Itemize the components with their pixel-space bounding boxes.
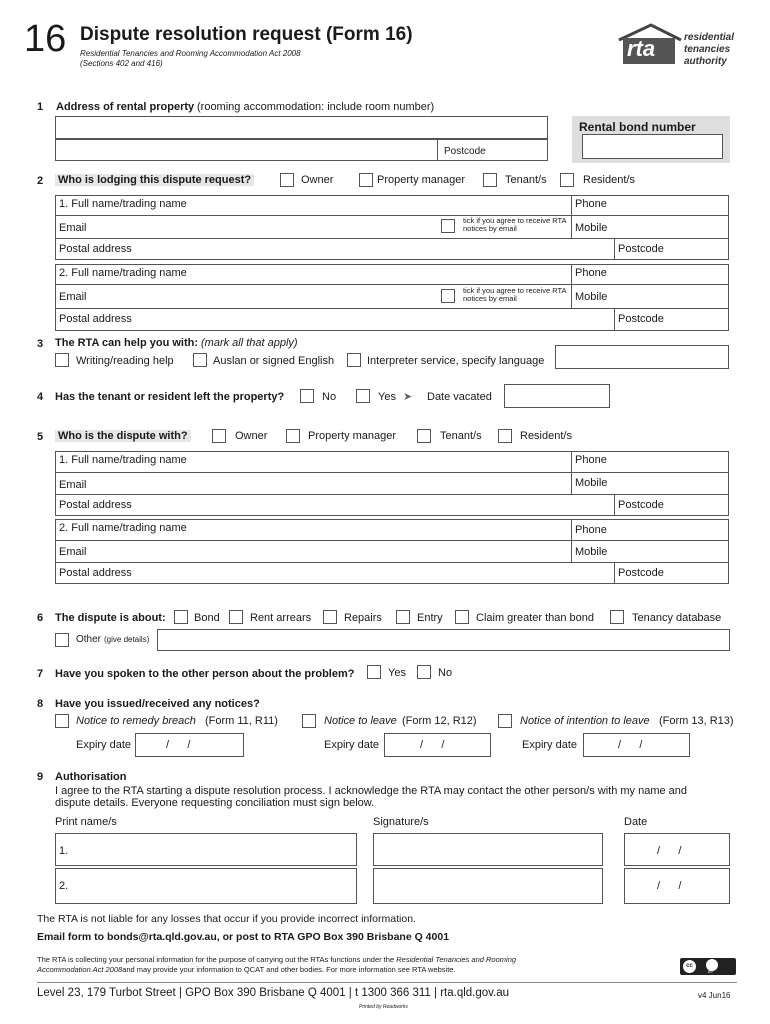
date-1-slashes: / /	[657, 845, 682, 857]
tenancy-database-label: Tenancy database	[632, 612, 722, 624]
q2-p2-email-notice-checkbox[interactable]	[441, 289, 455, 303]
q2-p1-postal-label: Postal address	[59, 243, 132, 255]
q2-p1-email-notice-checkbox[interactable]	[441, 219, 455, 233]
by-label: BY	[708, 969, 714, 974]
q5-p2-phone-field[interactable]	[571, 519, 729, 541]
q5-p1-email-label: Email	[59, 479, 87, 491]
privacy-act-name: Residential Tenancies and Rooming	[396, 955, 517, 964]
q2-p1-postcode-field[interactable]	[614, 238, 729, 260]
entry-label: Entry	[417, 612, 443, 624]
q5-owner-label: Owner	[235, 430, 268, 442]
q2-p1-postcode-label: Postcode	[618, 243, 664, 255]
bond-number-field[interactable]	[582, 134, 723, 159]
q5-p1-email-field[interactable]	[55, 472, 572, 495]
q2-p2-postcode-label: Postcode	[618, 313, 664, 325]
signature-1-field[interactable]	[373, 833, 603, 866]
q2-p1-email-label: Email	[59, 222, 87, 234]
q3-number: 3	[37, 338, 44, 350]
printer-credit: Printed by Readworks	[359, 1004, 408, 1010]
entry-checkbox[interactable]	[396, 610, 410, 624]
arrow-icon: ➤	[403, 391, 413, 403]
q9-number: 9	[37, 771, 44, 783]
writing-help-checkbox[interactable]	[55, 353, 69, 367]
q7-no-checkbox[interactable]	[417, 665, 431, 679]
q2-p1-name-field[interactable]	[55, 195, 572, 216]
notice-remedy-label: Notice to remedy breach	[76, 715, 196, 727]
q7-number: 7	[37, 668, 44, 680]
notice-leave-label: Notice to leave	[324, 715, 397, 727]
q2-p2-phone-field[interactable]	[571, 264, 729, 285]
q6-label: The dispute is about:	[55, 612, 166, 624]
bond-checkbox[interactable]	[174, 610, 188, 624]
cc-icon: cc	[683, 960, 696, 973]
postcode-divider	[437, 139, 438, 161]
q5-p2-postcode-field[interactable]	[614, 562, 729, 584]
q2-p1-mobile-label: Mobile	[575, 222, 608, 234]
date-2-slashes: / /	[657, 880, 682, 892]
q4-label: Has the tenant or resident left the property?	[55, 391, 285, 403]
q2-p2-mobile-label: Mobile	[575, 291, 608, 303]
print-names-label: Print name/s	[55, 816, 117, 828]
privacy-line-2	[37, 965, 456, 974]
q5-residents-label: Resident/s	[520, 430, 572, 442]
q5-p2-name-label: 2. Full name/trading name	[59, 522, 187, 534]
q4-no-checkbox[interactable]	[300, 389, 314, 403]
print-name-2-number: 2.	[59, 880, 69, 892]
q5-p1-name-field[interactable]	[55, 451, 572, 473]
q5-p2-email-label: Email	[59, 546, 87, 558]
notice-intention-label: Notice of intention to leave	[520, 715, 650, 727]
logo-name-2: tenancies	[684, 44, 731, 55]
q8-number: 8	[37, 698, 44, 710]
q2-p2-postal-label: Postal address	[59, 313, 132, 325]
expiry-3-label: Expiry date	[522, 739, 578, 751]
q2-label: Who is lodging this dispute request?	[55, 174, 254, 186]
q5-p2-postcode-label: Postcode	[618, 567, 664, 579]
submit-instructions: Email form to bonds@rta.qld.gov.au, or post to RTA GPO Box 390 Brisbane Q 4001	[37, 931, 450, 943]
q2-property-manager-checkbox[interactable]	[359, 173, 373, 187]
interpreter-language-field[interactable]	[555, 345, 729, 369]
q3-label: The RTA can help you with:	[55, 337, 198, 349]
q5-p1-postal-field[interactable]	[55, 494, 615, 516]
signatures-label: Signature/s	[373, 816, 429, 828]
q2-p1-postal-field[interactable]	[55, 238, 615, 260]
q9-label: Authorisation	[55, 771, 127, 783]
q1-postcode-label: Postcode	[444, 146, 486, 157]
q2-tenants-checkbox[interactable]	[483, 173, 497, 187]
page-title: Dispute resolution request (Form 16)	[80, 24, 413, 45]
liability-note: The RTA is not liable for any losses that occur if you provide incorrect information.	[37, 913, 416, 925]
q5-p1-mobile-label: Mobile	[575, 477, 608, 489]
q5-p2-email-field[interactable]	[55, 540, 572, 563]
expiry-2-label: Expiry date	[324, 739, 380, 751]
q2-owner-label: Owner	[301, 174, 334, 186]
act-subtitle: Residential Tenancies and Rooming Accommodation Act 2008	[80, 49, 301, 58]
q7-no-label: No	[438, 667, 453, 679]
q5-p1-phone-label: Phone	[575, 454, 607, 466]
expiry-2-slashes: / /	[420, 739, 445, 751]
version-label: v4 Jun16	[698, 991, 731, 1000]
q5-tenants-checkbox[interactable]	[417, 429, 431, 443]
print-name-1-number: 1.	[59, 845, 69, 857]
q5-residents-checkbox[interactable]	[498, 429, 512, 443]
other-checkbox[interactable]	[55, 633, 69, 647]
q2-p1-name-label: 1. Full name/trading name	[59, 198, 187, 210]
rta-logo	[617, 22, 737, 72]
notice-leave-form: (Form 12, R12)	[402, 715, 477, 727]
tenancy-database-checkbox[interactable]	[610, 610, 624, 624]
q5-p2-phone-label: Phone	[575, 524, 607, 536]
q2-residents-label: Resident/s	[583, 174, 635, 186]
interpreter-label: Interpreter service, specify language	[367, 355, 545, 367]
q5-p2-postal-label: Postal address	[59, 567, 132, 579]
other-label: Other	[76, 634, 102, 645]
logo-mark: rta	[627, 36, 656, 61]
q4-yes-label: Yes	[378, 391, 396, 403]
q2-p2-postcode-field[interactable]	[614, 308, 729, 331]
q2-p1-mobile-field[interactable]	[571, 215, 729, 239]
notice-intention-checkbox[interactable]	[498, 714, 512, 728]
contact-address: Level 23, 179 Turbot Street | GPO Box 390 Brisbane Q 4001 | t 1300 366 311 | rta.qld.gov.au	[37, 987, 510, 999]
q8-label: Have you issued/received any notices?	[55, 698, 260, 710]
q5-p2-mobile-label: Mobile	[575, 546, 608, 558]
q5-p1-mobile-field[interactable]	[571, 472, 729, 495]
q5-p1-postal-label: Postal address	[59, 499, 132, 511]
repairs-label: Repairs	[344, 612, 382, 624]
notice-leave-checkbox[interactable]	[302, 714, 316, 728]
q1-label: Address of rental property	[56, 101, 195, 113]
q2-p2-phone-label: Phone	[575, 267, 607, 279]
q7-yes-label: Yes	[388, 667, 406, 679]
q5-p2-mobile-field[interactable]	[571, 540, 729, 563]
q2-number: 2	[37, 175, 44, 187]
q4-no-label: No	[322, 391, 337, 403]
q5-p2-postal-field[interactable]	[55, 562, 615, 584]
date-vacated-field[interactable]	[504, 384, 610, 408]
authorisation-text-2: dispute details. Everyone requesting conciliation must sign below.	[55, 797, 375, 809]
notice-remedy-checkbox[interactable]	[55, 714, 69, 728]
q5-p1-postcode-field[interactable]	[614, 494, 729, 516]
q7-yes-checkbox[interactable]	[367, 665, 381, 679]
q5-tenants-label: Tenant/s	[440, 430, 482, 442]
claim-greater-checkbox[interactable]	[455, 610, 469, 624]
auslan-label: Auslan or signed English	[213, 355, 335, 367]
q2-p1-phone-label: Phone	[575, 198, 607, 210]
q3-hint: (mark all that apply)	[201, 337, 298, 349]
notice-intention-form: (Form 13, R13)	[659, 715, 734, 727]
print-name-2-field[interactable]	[55, 868, 357, 904]
authorisation-text-1: I agree to the RTA starting a dispute resolution process. I acknowledge the RTA may contact the other person/s with my name and	[55, 785, 688, 797]
q2-tenants-label: Tenant/s	[505, 174, 547, 186]
q1-number: 1	[37, 101, 44, 113]
bond-label: Bond	[194, 612, 220, 624]
expiry-3-slashes: / /	[618, 739, 643, 751]
q2-p1-phone-field[interactable]	[571, 195, 729, 216]
q2-property-manager-label: Property manager	[377, 174, 466, 186]
privacy-line-2-text: and may provide your information to QCAT and other bodies. For more information see RTA website.	[122, 965, 456, 974]
address-line-1-field[interactable]	[55, 116, 548, 139]
writing-help-label: Writing/reading help	[76, 355, 174, 367]
q5-p2-name-field[interactable]	[55, 519, 572, 541]
q5-number: 5	[37, 431, 44, 443]
q6-number: 6	[37, 612, 44, 624]
other-hint: (give details)	[104, 635, 150, 644]
repairs-checkbox[interactable]	[323, 610, 337, 624]
q4-yes-checkbox[interactable]	[356, 389, 370, 403]
footer-rule	[37, 982, 737, 983]
q5-property-manager-checkbox[interactable]	[286, 429, 300, 443]
sections-subtitle: (Sections 402 and 416)	[80, 59, 163, 68]
logo-name-1: residential	[684, 32, 735, 43]
privacy-line-1	[37, 955, 516, 964]
q5-property-manager-label: Property manager	[308, 430, 397, 442]
expiry-1-slashes: / /	[166, 739, 191, 751]
rent-arrears-checkbox[interactable]	[229, 610, 243, 624]
q2-p2-email-label: Email	[59, 291, 87, 303]
claim-greater-label: Claim greater than bond	[476, 612, 595, 624]
q5-label: Who is the dispute with?	[55, 430, 191, 442]
q2-p2-tick-text: tick if you agree to receive RTA notices by email	[463, 286, 567, 303]
q2-p1-tick-text: tick if you agree to receive RTA notices by email	[463, 216, 567, 233]
q5-p1-postcode-label: Postcode	[618, 499, 664, 511]
bond-number-label: Rental bond number	[579, 120, 696, 134]
q1-hint: (rooming accommodation: include room number)	[197, 101, 435, 113]
auslan-checkbox[interactable]	[193, 353, 207, 367]
rent-arrears-label: Rent arrears	[250, 612, 312, 624]
signature-2-field[interactable]	[373, 868, 603, 904]
q4-number: 4	[37, 391, 44, 403]
q5-owner-checkbox[interactable]	[212, 429, 226, 443]
q2-p2-mobile-field[interactable]	[571, 284, 729, 309]
privacy-line-1-text: The RTA is collecting your personal information for the purpose of carrying out the RTAs functions under the	[37, 955, 395, 964]
date-vacated-label: Date vacated	[427, 391, 492, 403]
privacy-act-year: Accommodation Act 2008	[37, 965, 123, 974]
logo-name-3: authority	[684, 56, 727, 67]
q2-residents-checkbox[interactable]	[560, 173, 574, 187]
expiry-1-label: Expiry date	[76, 739, 132, 751]
date-label: Date	[624, 816, 648, 828]
interpreter-checkbox[interactable]	[347, 353, 361, 367]
q5-p1-phone-field[interactable]	[571, 451, 729, 473]
q5-p1-name-label: 1. Full name/trading name	[59, 454, 187, 466]
notice-remedy-form: (Form 11, R11)	[205, 715, 278, 727]
q2-p2-postal-field[interactable]	[55, 308, 615, 331]
q2-p2-name-label: 2. Full name/trading name	[59, 267, 187, 279]
print-name-1-field[interactable]	[55, 833, 357, 866]
q7-label: Have you spoken to the other person about the problem?	[55, 668, 355, 680]
other-details-field[interactable]	[157, 629, 730, 651]
q2-p2-name-field[interactable]	[55, 264, 572, 285]
creative-commons-badge	[680, 958, 736, 975]
form-number: 16	[24, 18, 67, 60]
q2-owner-checkbox[interactable]	[280, 173, 294, 187]
